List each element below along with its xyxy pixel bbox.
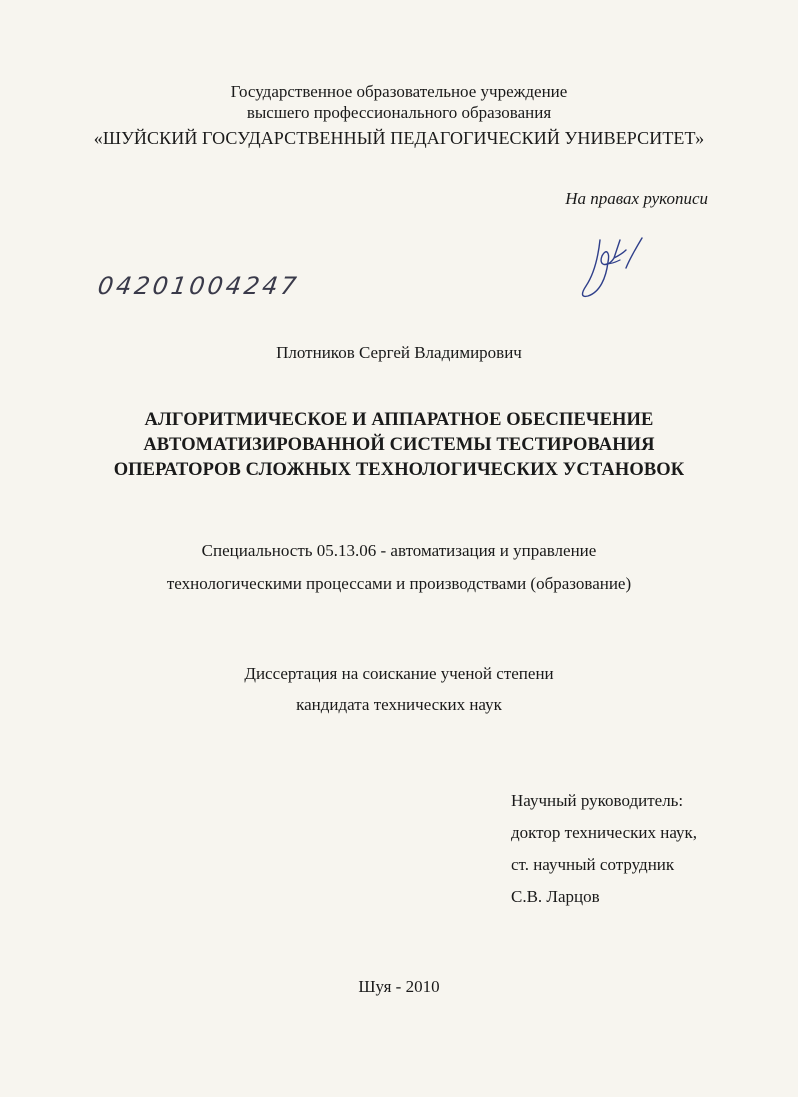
dissertation-line-1: Диссертация на соискание ученой степени [244, 664, 554, 683]
specialty-line-1: Специальность 05.13.06 - автоматизация и управление [201, 541, 597, 560]
institution-line-2: высшего профессионального образования [246, 103, 552, 122]
title-line-3: ОПЕРАТОРОВ СЛОЖНЫХ ТЕХНОЛОГИЧЕСКИХ УСТАНОВОК [113, 460, 685, 480]
supervisor-label: Научный руководитель: [511, 791, 684, 810]
supervisor-degree: доктор технических наук, [511, 823, 698, 842]
signature-icon [570, 228, 650, 308]
supervisor-block [511, 790, 697, 918]
dissertation-line-2: кандидата технических наук [296, 695, 502, 714]
supervisor-position: ст. научный сотрудник [511, 855, 675, 874]
supervisor-name: С.В. Ларцов [511, 887, 600, 906]
title-line-1: АЛГОРИТМИЧЕСКОЕ И АППАРАТНОЕ ОБЕСПЕЧЕНИЕ [144, 410, 654, 430]
author-name: Плотников Сергей Владимирович [276, 343, 522, 362]
title-line-2: АВТОМАТИЗИРОВАННОЙ СИСТЕМЫ ТЕСТИРОВАНИЯ [143, 435, 655, 455]
manuscript-note: На правах рукописи [565, 189, 708, 208]
university-name: «ШУЙСКИЙ ГОСУДАРСТВЕННЫЙ ПЕДАГОГИЧЕСКИЙ УНИВЕРСИТЕТ» [93, 128, 705, 148]
institution-line-1: Государственное образовательное учреждение [230, 82, 568, 101]
handwritten-registration-number: 04201004247 [96, 272, 301, 300]
specialty-line-2: технологическими процессами и производствами (образование) [166, 574, 632, 593]
city-year: Шуя - 2010 [358, 977, 440, 996]
signature-image [570, 228, 650, 313]
